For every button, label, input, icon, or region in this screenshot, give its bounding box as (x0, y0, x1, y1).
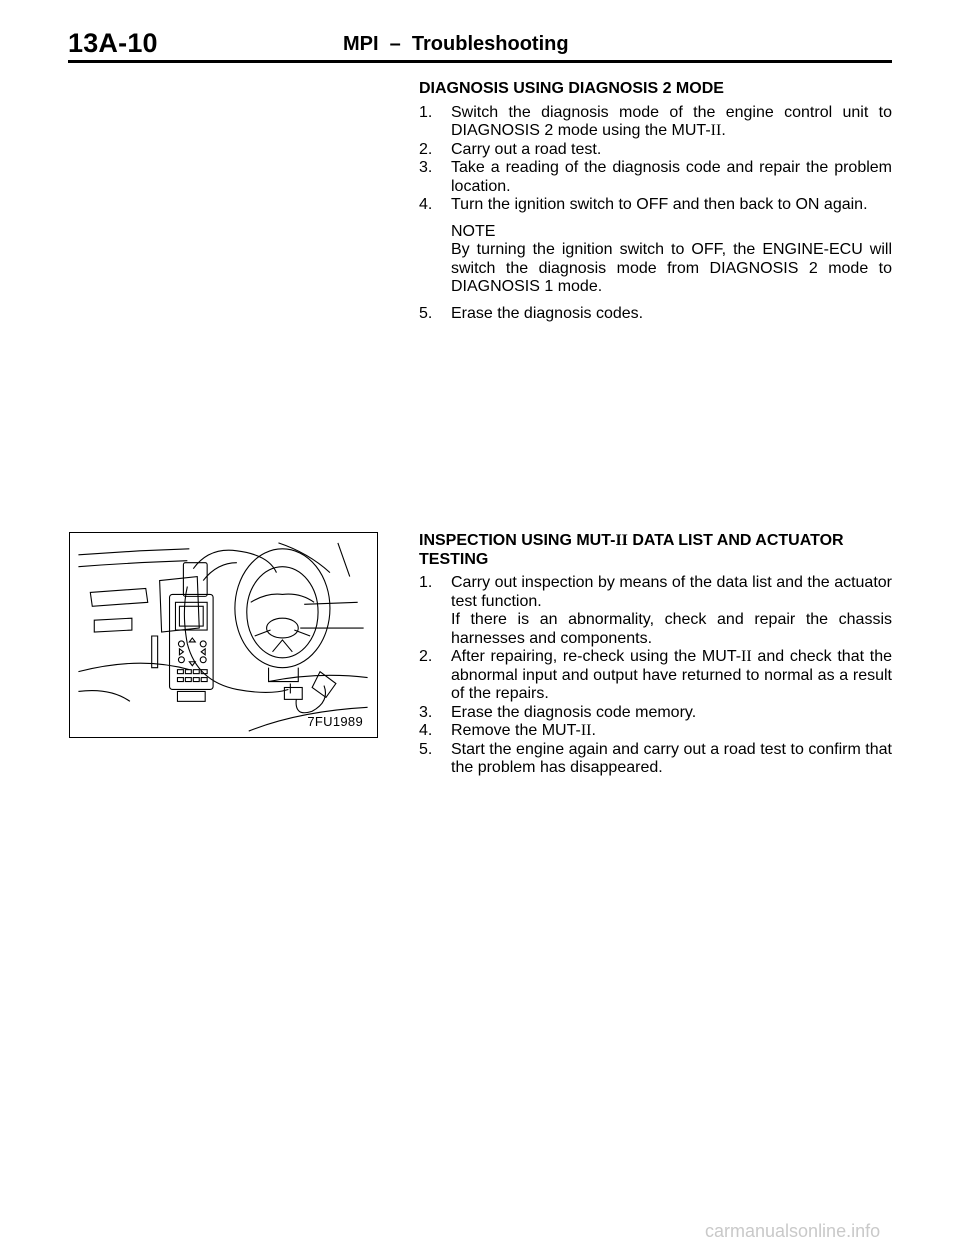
step-number: 1. (419, 574, 433, 591)
step-text: Erase the diagnosis codes. (451, 304, 644, 322)
header-title: MPI – Troubleshooting (343, 33, 569, 55)
step-4 (419, 722, 892, 741)
step-text-post: . (721, 122, 726, 139)
figure-code: 7FU1989 (307, 714, 363, 729)
section-heading: DIAGNOSIS USING DIAGNOSIS 2 MODE (419, 80, 724, 97)
step-text: Start the engine again and carry out a road test to confirm that the problem has disappeared. (451, 740, 892, 776)
step-text: Turn the ignition switch to OFF and then back to ON again. (451, 196, 868, 213)
step-number: 1. (419, 103, 433, 121)
step-1 (419, 104, 892, 141)
watermark: carmanualsonline.info (705, 1221, 881, 1241)
step-text-pre: Switch the diagnosis mode of the engine control unit to DIAGNOSIS 2 mode using the MUT- (451, 103, 892, 139)
step-number: 3. (419, 703, 433, 721)
dashboard-illustration (70, 533, 377, 737)
step-text: Carry out a road test. (451, 140, 602, 158)
step-number: 3. (419, 159, 433, 176)
step-5 (419, 741, 892, 778)
step-1 (419, 574, 892, 648)
heading-text-post: DATA LIST AND ACTUATOR TESTING (419, 532, 844, 568)
note-block (419, 223, 892, 297)
heading-text-pre: INSPECTION USING MUT- (419, 532, 616, 549)
step-text-post: . (591, 722, 596, 739)
step-text-pre: Remove the MUT- (451, 722, 581, 739)
step-number: 2. (419, 140, 433, 158)
section-diagnosis-2-mode (419, 80, 892, 323)
roman-numeral: II (741, 648, 752, 665)
section-heading (419, 532, 892, 569)
step-2 (419, 648, 892, 704)
step-4 (419, 196, 892, 215)
roman-numeral: II (580, 722, 592, 739)
note-label: NOTE (451, 222, 496, 240)
step-number: 4. (419, 196, 433, 213)
step-3 (419, 704, 892, 723)
step-number: 5. (419, 740, 433, 758)
roman-numeral: II (615, 532, 628, 549)
step-text: Carry out inspection by means of the data list and the actuator test function. (451, 574, 892, 610)
step-text: Erase the diagnosis code memory. (451, 703, 697, 721)
figure-mut-ii-connection (69, 532, 378, 738)
step-number: 5. (419, 304, 433, 322)
roman-numeral: II (710, 122, 722, 139)
step-text-post: and check that the abnormal input and output have returned to normal as a result of the repairs. (451, 648, 893, 702)
step-5 (419, 305, 892, 324)
step-number: 4. (419, 722, 433, 739)
header-rule (68, 60, 892, 63)
section-inspection-data-list (419, 532, 892, 778)
step-text-continued: If there is an abnormality, check and repair the chassis harnesses and components. (451, 611, 892, 647)
step-text: Take a reading of the diagnosis code and repair the problem location. (451, 159, 892, 195)
step-text-pre: After repairing, re-check using the MUT- (451, 648, 742, 665)
step-2 (419, 141, 892, 160)
page-number: 13A-10 (68, 28, 158, 58)
step-number: 2. (419, 648, 433, 665)
note-text: By turning the ignition switch to OFF, the ENGINE-ECU will switch the diagnosis mode from DIAGNOSIS 2 mode to DIAGNOSIS 1 mode. (451, 241, 892, 295)
step-3 (419, 159, 892, 196)
